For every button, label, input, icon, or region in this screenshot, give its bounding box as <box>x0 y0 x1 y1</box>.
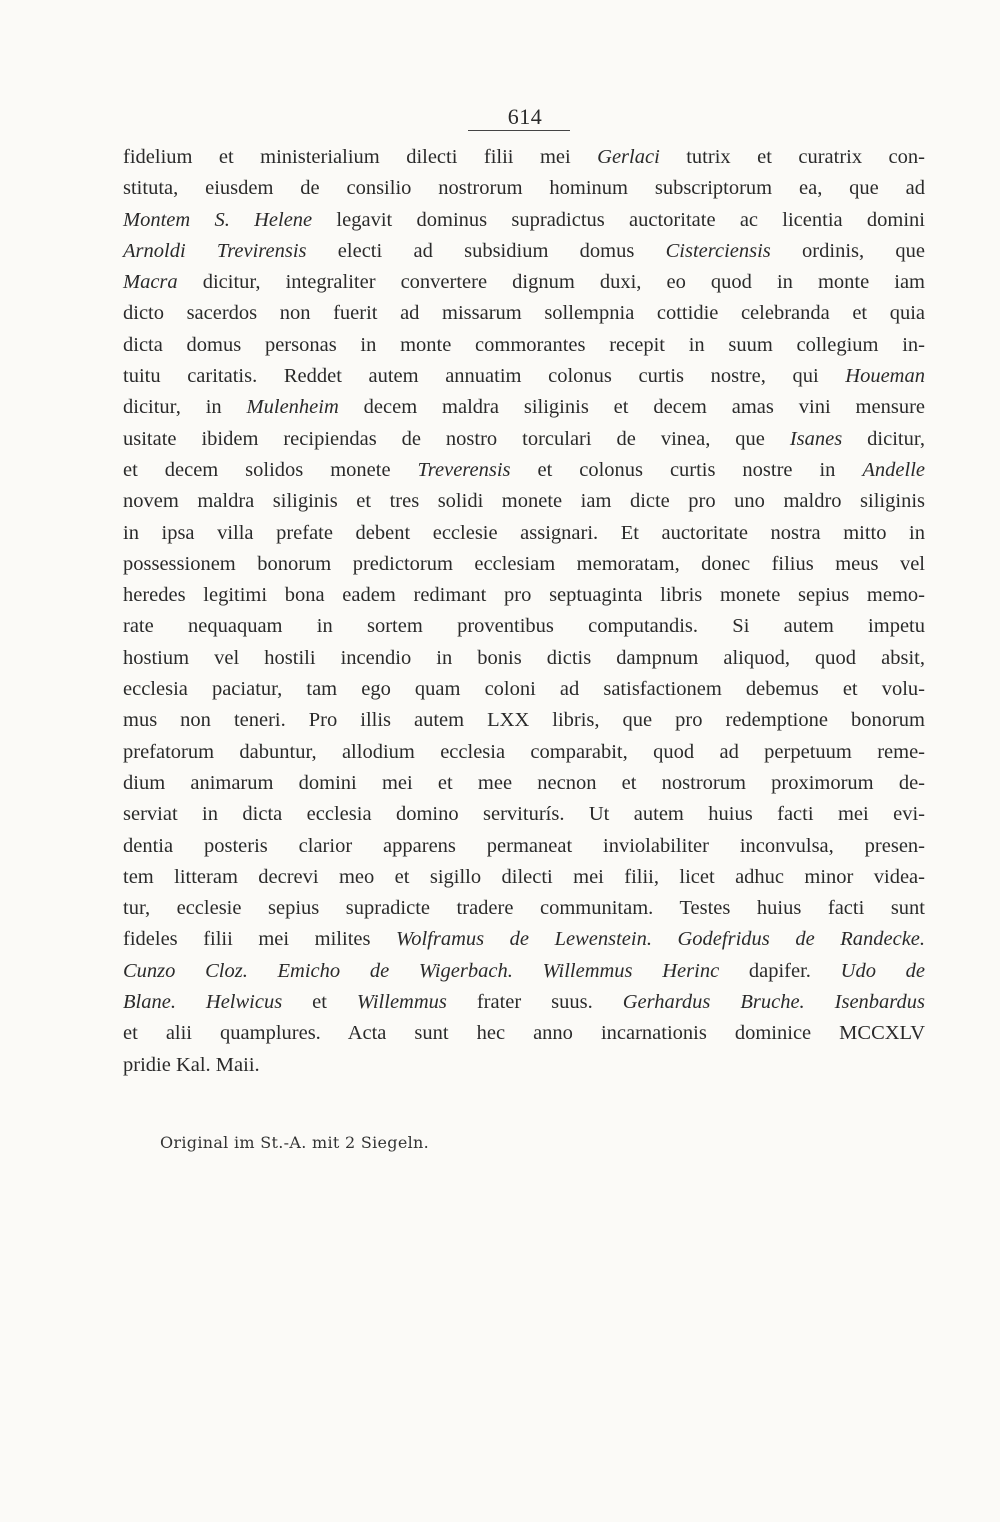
text-segment: in ipsa villa prefate debent ecclesie assignari. Et auctoritate nostra mitto in <box>123 521 925 544</box>
text-segment: hostium vel hostili incendio in bonis dictis dampnum aliquod, quod absit, <box>123 646 925 669</box>
italic-name: Willemmus <box>356 991 447 1014</box>
text-segment: tutrix et curatrix con- <box>659 146 925 168</box>
text-segment: dicitur, <box>842 427 925 450</box>
italic-name: Udo de <box>840 959 926 982</box>
text-line <box>123 330 925 361</box>
source-note: Original im St.-A. mit 2 Siegeln. <box>160 1133 430 1152</box>
text-segment: et alii quamplures. Acta sunt hec anno incarnationis dominice MCCXLV <box>123 1022 925 1045</box>
text-line <box>123 987 925 1018</box>
charter-text <box>123 142 925 1081</box>
text-segment: possessionem bonorum predictorum ecclesiam memoratam, donec filius meus vel <box>123 552 925 575</box>
text-segment: fidelium et ministerialium dilecti filii mei <box>123 146 598 168</box>
italic-name: Wolframus de Lewenstein. Godefridus de Randecke. <box>396 928 926 951</box>
text-segment: mus non teneri. Pro illis autem LXX libris, que pro redemptione bonorum <box>123 709 925 732</box>
text-segment: dicitur, integraliter convertere dignum duxi, eo quod in monte iam <box>177 271 925 294</box>
text-line <box>123 611 925 642</box>
italic-name: Arnoldi Trevirensis <box>123 239 307 262</box>
text-line <box>123 799 925 830</box>
text-segment: dentia posteris clarior apparens permaneat inviolabiliter inconvulsa, presen- <box>123 834 925 857</box>
text-line <box>123 768 925 799</box>
text-line <box>123 424 925 455</box>
text-segment: ordinis, que <box>770 239 926 262</box>
text-line <box>123 924 925 955</box>
text-segment: dium animarum domini mei et mee necnon et nostrorum proximorum de- <box>123 771 925 794</box>
italic-name: Cisterciensis <box>665 239 771 262</box>
text-segment: pridie Kal. Maii. <box>123 1053 260 1076</box>
text-segment: frater suus. <box>446 991 623 1014</box>
text-line <box>123 549 925 580</box>
italic-name: Gerhardus Bruche. Isenbardus <box>622 991 925 1014</box>
text-line <box>123 455 925 486</box>
text-line <box>123 1050 925 1081</box>
text-segment: et decem solidos monete <box>123 458 418 481</box>
text-line <box>123 142 925 173</box>
text-segment: et colonus curtis nostre in <box>510 458 863 481</box>
text-segment: tem litteram decrevi meo et sigillo dilecti mei filii, licet adhuc minor videa- <box>123 865 925 888</box>
text-line <box>123 705 925 736</box>
text-segment: serviat in dicta ecclesia domino serviturís. Ut autem huius facti mei evi- <box>123 803 925 826</box>
text-segment: tur, ecclesie sepius supradicte tradere communitam. Testes huius facti sunt <box>123 897 925 920</box>
italic-name: Cunzo Cloz. Emicho de Wigerbach. Willemmus Herinc <box>123 959 720 982</box>
text-line <box>123 1018 925 1049</box>
text-segment: et <box>282 991 357 1014</box>
text-line <box>123 674 925 705</box>
text-segment: legavit dominus supradictus auctoritate ac licentia domini <box>312 208 925 231</box>
text-line <box>123 173 925 204</box>
text-segment: electi ad subsidium domus <box>306 239 666 262</box>
text-segment: dicitur, in <box>123 396 247 419</box>
italic-name: Andelle <box>862 458 925 481</box>
text-line <box>123 893 925 924</box>
italic-name: Mulenheim <box>246 396 339 419</box>
italic-name: Montem S. Helene <box>123 208 313 231</box>
text-line <box>123 737 925 768</box>
italic-name: Treverensis <box>417 458 511 481</box>
text-segment: prefatorum dabuntur, allodium ecclesia comparabit, quod ad perpetuum reme- <box>123 740 925 763</box>
text-line <box>123 956 925 987</box>
text-segment: stituta, eiusdem de consilio nostrorum hominum subscriptorum ea, que ad <box>123 177 925 200</box>
text-line <box>123 361 925 392</box>
text-segment: dapifer. <box>719 959 841 982</box>
text-segment: dicta domus personas in monte commorantes recepit in suum collegium in- <box>123 333 925 356</box>
text-segment: dicto sacerdos non fuerit ad missarum sollempnia cottidie celebranda et quia <box>123 302 925 325</box>
text-line <box>123 205 925 236</box>
page-number: 614 <box>507 104 543 129</box>
text-segment: decem maldra siliginis et decem amas vini mensure <box>338 396 925 419</box>
text-segment: fideles filii mei milites <box>123 928 397 951</box>
text-segment: heredes legitimi bona eadem redimant pro septuaginta libris monete sepius memo- <box>123 584 925 607</box>
italic-name: Isanes <box>789 427 843 450</box>
text-line <box>123 236 925 267</box>
text-segment: ecclesia paciatur, tam ego quam coloni ad satisfactionem debemus et volu- <box>123 678 925 701</box>
text-line <box>123 298 925 329</box>
text-line <box>123 580 925 611</box>
italic-name: Gerlaci <box>597 146 660 168</box>
text-segment: usitate ibidem recipiendas de nostro torculari de vinea, que <box>123 427 790 450</box>
text-segment: rate nequaquam in sortem proventibus computandis. Si autem impetu <box>123 615 925 638</box>
text-line <box>123 643 925 674</box>
italic-name: Macra <box>123 271 178 294</box>
text-line <box>123 486 925 517</box>
page-number-rule <box>468 130 570 131</box>
italic-name: Blane. Helwicus <box>123 991 283 1014</box>
text-segment: novem maldra siliginis et tres solidi monete iam dicte pro uno maldro siliginis <box>123 490 925 513</box>
text-segment: tuitu caritatis. Reddet autem annuatim colonus curtis nostre, qui <box>123 365 846 388</box>
text-line <box>123 831 925 862</box>
text-line <box>123 518 925 549</box>
text-line <box>123 267 925 298</box>
text-line <box>123 392 925 423</box>
text-line <box>123 862 925 893</box>
italic-name: Houeman <box>845 365 925 388</box>
